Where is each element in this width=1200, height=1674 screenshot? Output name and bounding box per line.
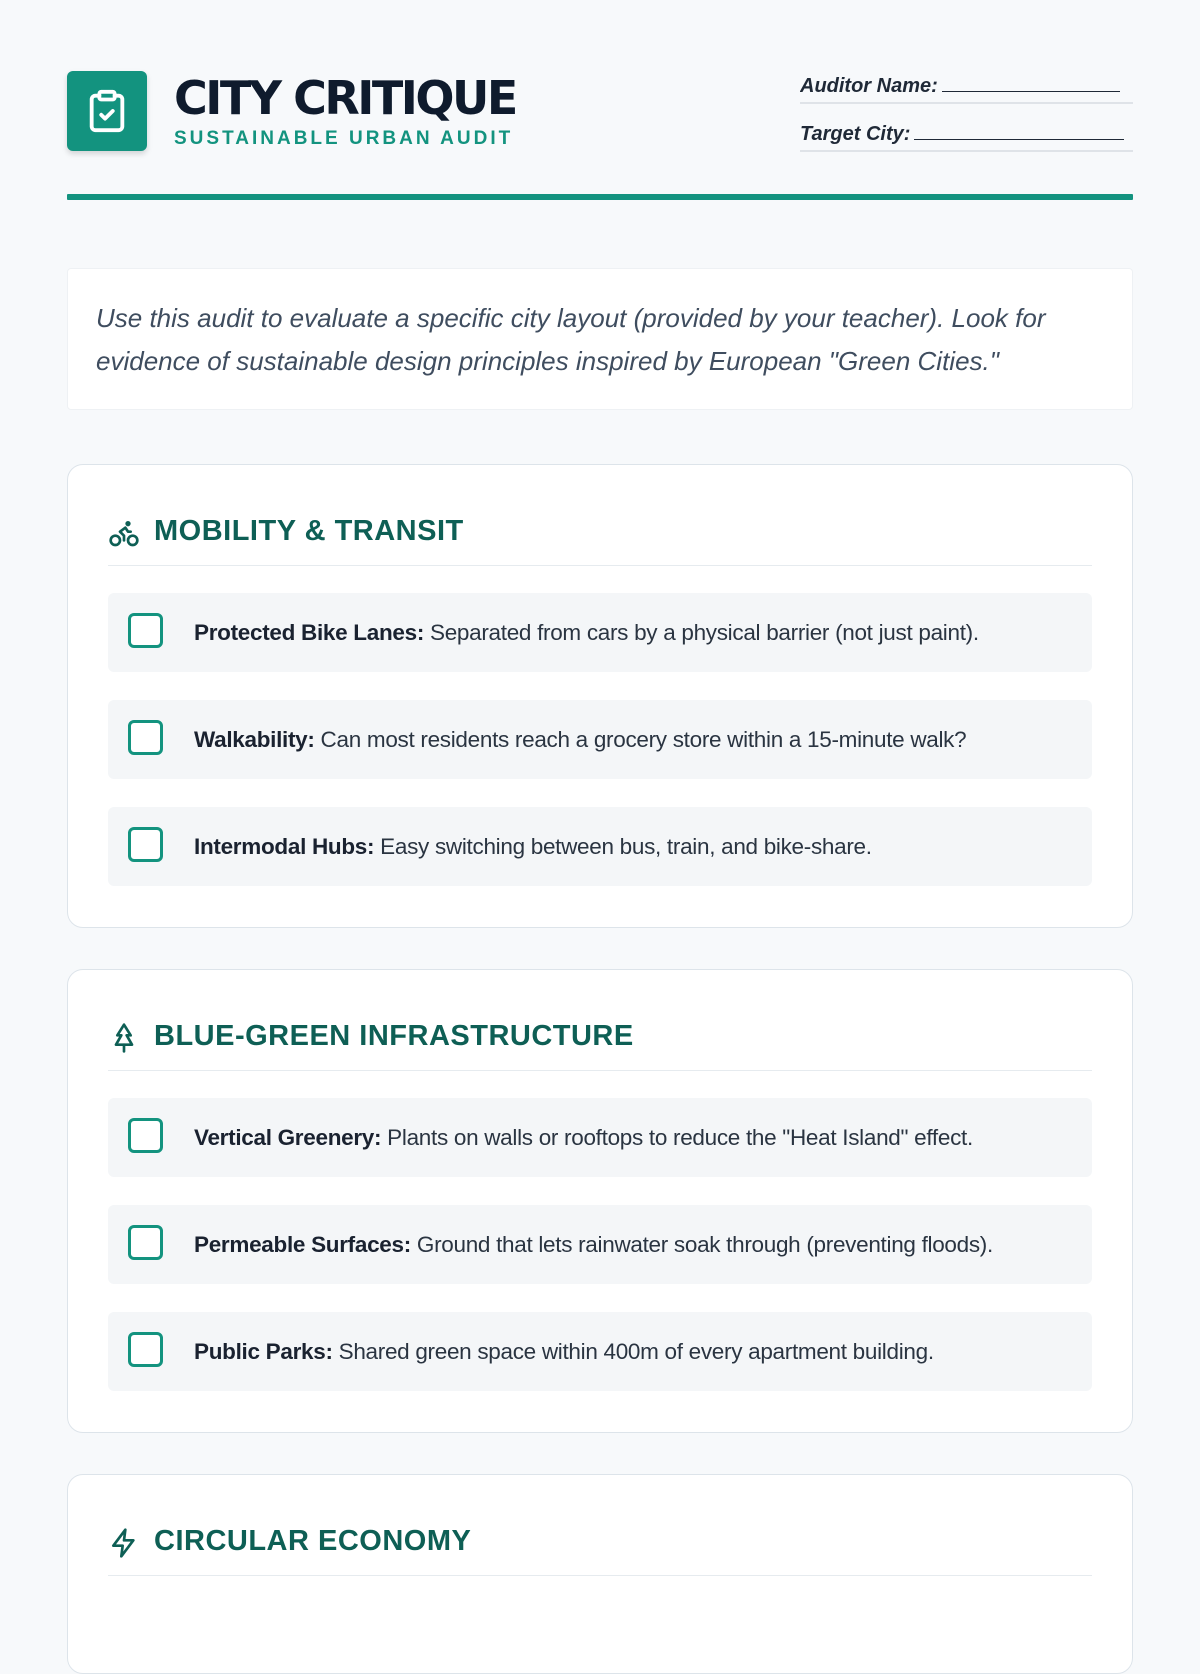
header-divider [67,194,1133,200]
section-header [108,1010,1092,1071]
clipboard-check-icon [84,86,130,136]
checkbox[interactable] [128,613,163,648]
page-subtitle: SUSTAINABLE URBAN AUDIT [174,128,514,149]
item-description: Plants on walls or rooftops to reduce the "Heat Island" effect. [387,1125,973,1150]
item-description: Shared green space within 400m of every apartment building. [338,1339,934,1364]
checklist-item [108,1098,1092,1177]
page-title: CITY CRITIQUE [174,71,516,125]
lightning-icon [108,1527,140,1559]
checklist-item [108,1312,1092,1391]
item-description: Can most residents reach a grocery store within a 15-minute walk? [320,727,967,752]
item-label: Public Parks: [194,1339,333,1364]
target-city-field[interactable] [800,120,1133,152]
intro-note: Use this audit to evaluate a specific city layout (provided by your teacher). Look for evidence of sustainable design principles inspired by European "Green Cities." [67,268,1133,410]
section-blue-green-infrastructure [67,969,1133,1433]
target-city-label: Target City: [800,123,911,145]
bike-icon [108,517,140,549]
checkbox[interactable] [128,1118,163,1153]
checklist-item [108,1205,1092,1284]
section-title: BLUE-GREEN INFRASTRUCTURE [154,1020,634,1052]
tree-icon [108,1022,140,1054]
checkbox[interactable] [128,1332,163,1367]
checklist-item-text [194,700,966,779]
checklist-item-text [194,1205,993,1284]
section-title: MOBILITY & TRANSIT [154,515,464,547]
checklist-item [108,807,1092,886]
checklist-item [108,593,1092,672]
audit-page [67,0,1133,1557]
checkbox[interactable] [128,1225,163,1260]
checkbox[interactable] [128,827,163,862]
page-header [67,0,1133,200]
section-header [108,1515,1092,1576]
section-header [108,505,1092,566]
item-description: Ground that lets rainwater soak through (preventing floods). [416,1232,993,1257]
target-city-blank[interactable] [914,121,1124,140]
section-circular-economy [67,1474,1133,1674]
checkbox[interactable] [128,720,163,755]
checklist-item-text [194,1098,973,1177]
item-label: Intermodal Hubs: [194,834,375,859]
logo-badge [67,71,147,151]
item-label: Protected Bike Lanes: [194,620,425,645]
item-description: Separated from cars by a physical barrier (not just paint). [429,620,979,645]
section-mobility-transit [67,464,1133,928]
checklist-item [108,700,1092,779]
item-label: Vertical Greenery: [194,1125,382,1150]
section-title: CIRCULAR ECONOMY [154,1525,472,1557]
item-description: Easy switching between bus, train, and bike-share. [380,834,872,859]
item-label: Walkability: [194,727,315,752]
auditor-name-field[interactable] [800,72,1133,104]
checklist-item-text [194,807,872,886]
checklist-item-text [194,593,979,672]
checklist-item-text [194,1312,934,1391]
auditor-name-label: Auditor Name: [800,75,938,97]
auditor-name-blank[interactable] [942,73,1120,92]
item-label: Permeable Surfaces: [194,1232,411,1257]
